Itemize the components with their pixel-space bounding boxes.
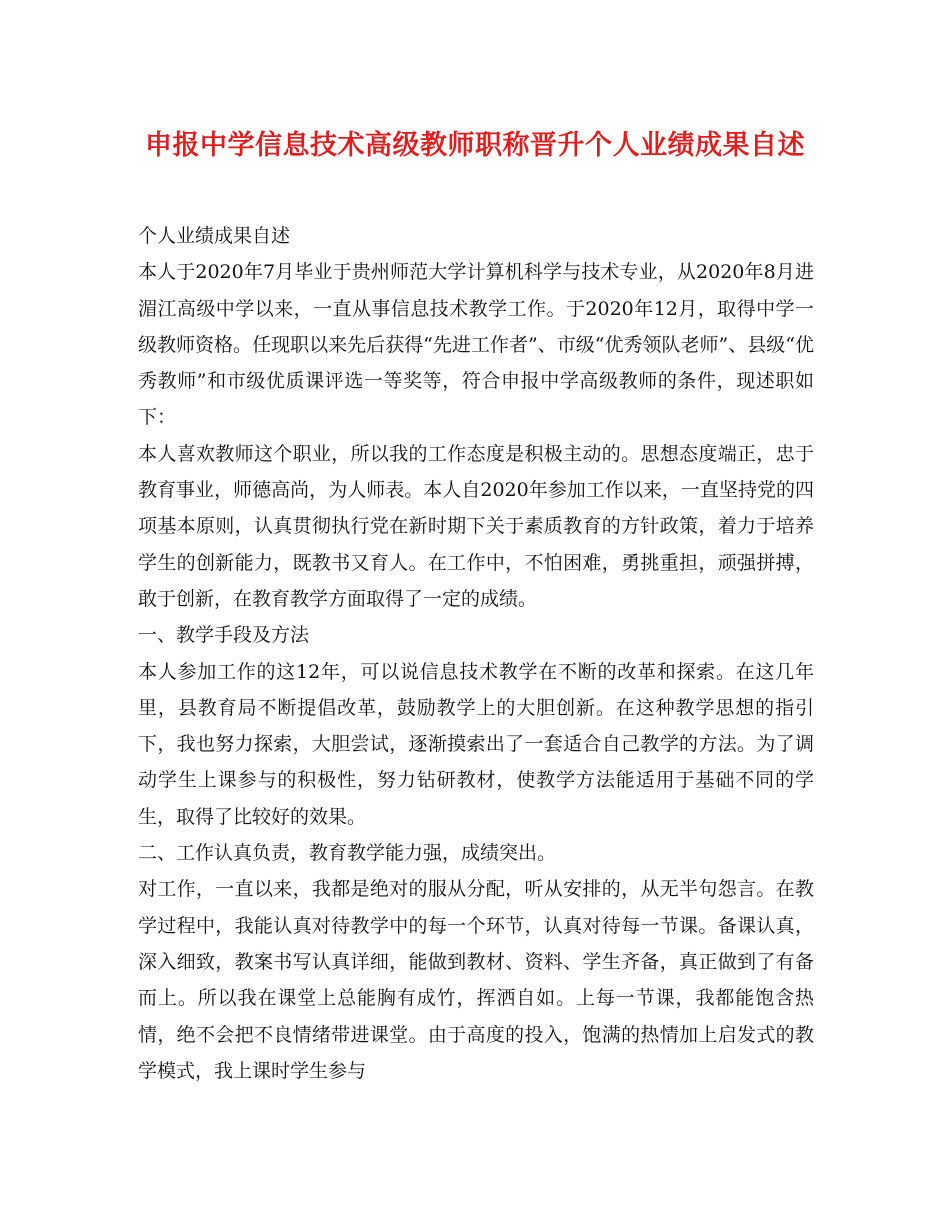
document-title: 申报中学信息技术高级教师职称晋升个人业绩成果自述 [145,130,805,161]
paragraph-teaching-methods: 本人参加工作的这12年，可以说信息技术教学在不断的改革和探索。在这几年里，县教育局不断提倡改革，鼓励教学上的大胆创新。在这种教学思想的指引下，我也努力探索，大胆尝试，逐渐摸索出了一套适合自己教学的方法。为了调动学生上课参与的积极性，努力钻研教材，使教学方法能适用于基础不同的学生，取得了比较好的效果。 [138,660,814,828]
paragraph-introduction: 本人于2020年7月毕业于贵州师范大学计算机科学与技术专业，从2020年8月进湄江高级中学以来，一直从事信息技术教学工作。于2020年12月，取得中学一级教师资格。任现职以来先后获得“先进工作者”、市级“优秀领队老师”、县级“优秀教师”和市级优质课评选一等奖等，符合申报中学高级教师的条件，现述职如下： [138,261,814,429]
section-heading-teaching-methods: 一、教学手段及方法 [138,624,310,647]
section-heading-responsibility: 二、工作认真负责，教育教学能力强，成绩突出。 [138,842,557,865]
paragraph-responsibility: 对工作，一直以来，我都是绝对的服从分配，听从安排的，从无半句怨言。在教学过程中，我能认真对待教学中的每一个环节，认真对待每一节课。备课认真，深入细致，教案书写认真详细，能做到教材、资料、学生齐备，真正做到了有备而上。所以我在课堂上总能胸有成竹，挥洒自如。上每一节课，我都能饱含热情，绝不会把不良情绪带进课堂。由于高度的投入，饱满的热情加上启发式的教学模式，我上课时学生参与 [138,878,814,1082]
document-body [138,218,814,1089]
section-heading: 个人业绩成果自述 [138,225,291,247]
paragraph-work-attitude: 本人喜欢教师这个职业，所以我的工作态度是积极主动的。思想态度端正，忠于教育事业，师德高尚，为人师表。本人自2020年参加工作以来，一直坚持党的四项基本原则，认真贯彻执行党在新时期下关于素质教育的方针政策，着力于培养学生的创新能力，既教书又育人。在工作中，不怕困难，勇挑重担，顽强拼搏，敢于创新，在教育教学方面取得了一定的成绩。 [138,442,814,610]
